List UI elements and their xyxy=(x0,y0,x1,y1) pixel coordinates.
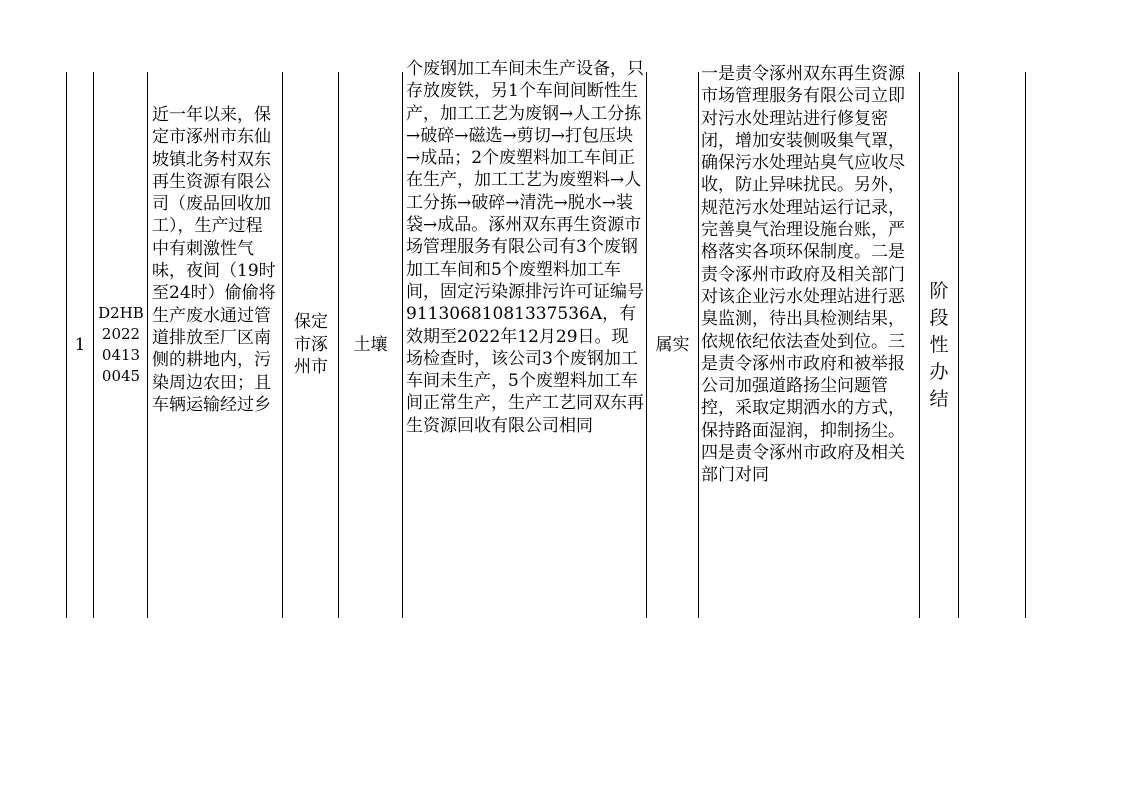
table-divider xyxy=(402,72,403,618)
verdict-text: 属实 xyxy=(655,334,690,355)
finding-cell xyxy=(406,59,644,618)
table-border-right xyxy=(1025,72,1026,618)
table-divider xyxy=(958,72,959,618)
verdict-cell xyxy=(647,72,698,618)
complaint-text: 近一年以来，保定市涿州市东仙坡镇北务村双东再生资源有限公司（废品回收加工），生产过程中有刺激性气味，夜间（19时至24时）偷偷将生产废水通过管道排放至厂区南侧的耕地内，污染周边农田；且车辆运输经过乡 xyxy=(152,105,276,415)
serial-cell xyxy=(67,72,93,618)
table-divider xyxy=(93,72,94,618)
status-cell xyxy=(921,72,957,618)
table-divider xyxy=(147,72,148,618)
status-text: 阶段性办结 xyxy=(929,279,949,410)
region-cell xyxy=(284,72,338,618)
case-code: D2HB20220413 0045 xyxy=(98,304,144,385)
pollution-type: 土壤 xyxy=(353,334,388,355)
finding-text: 个废钢加工车间未生产设备，只存放废铁，另1个车间间断性生产，加工工艺为废钢→人工分拣→破碎→磁选→剪切→打包压块→成品；2个废塑料加工车间正在生产，加工工艺为废塑料→人工分拣→破碎→清洗→脱水→装袋→成品。涿州双东再生资源市场管理服务有限公司有3个废钢加工车间和5个废塑料加工车间，固定污染源排污许可证编号 91130681081337536A，有效期至2022年12月29日。现场检查时，该公司3个废钢加工车间未生产，5个废塑料加工车间正常生产，生产工艺同双东再生资源回收有限公司相同 xyxy=(406,59,644,436)
complaint-cell xyxy=(152,72,278,618)
serial-number: 1 xyxy=(74,335,86,355)
region-text: 保定市涿州市 xyxy=(294,312,328,378)
pollution-type-cell xyxy=(339,72,402,618)
case-code-cell xyxy=(95,72,147,618)
rectification-text: 一是责令涿州双东再生资源市场管理服务有限公司立即对污水处理站进行修复密闭，增加安装侧吸集气罩，确保污水处理站臭气应收尽收，防止异味扰民。另外，规范污水处理站运行记录，完善臭气治理设施台账，严格落实各项环保制度。二是责令涿州市政府及相关部门对该企业污水处理站进行恶臭监测，待出具检测结果，依规依纪依法查处到位。三是责令涿州市政府和被举报公司加强道路扬尘问题管控，采取定期洒水的方式，保持路面湿润，抑制扬尘。四是责令涿州市政府及相关部门对同 xyxy=(701,64,905,486)
table-divider xyxy=(919,72,920,618)
table-divider xyxy=(698,72,699,618)
table-divider xyxy=(282,72,283,618)
rectification-cell xyxy=(701,64,918,618)
